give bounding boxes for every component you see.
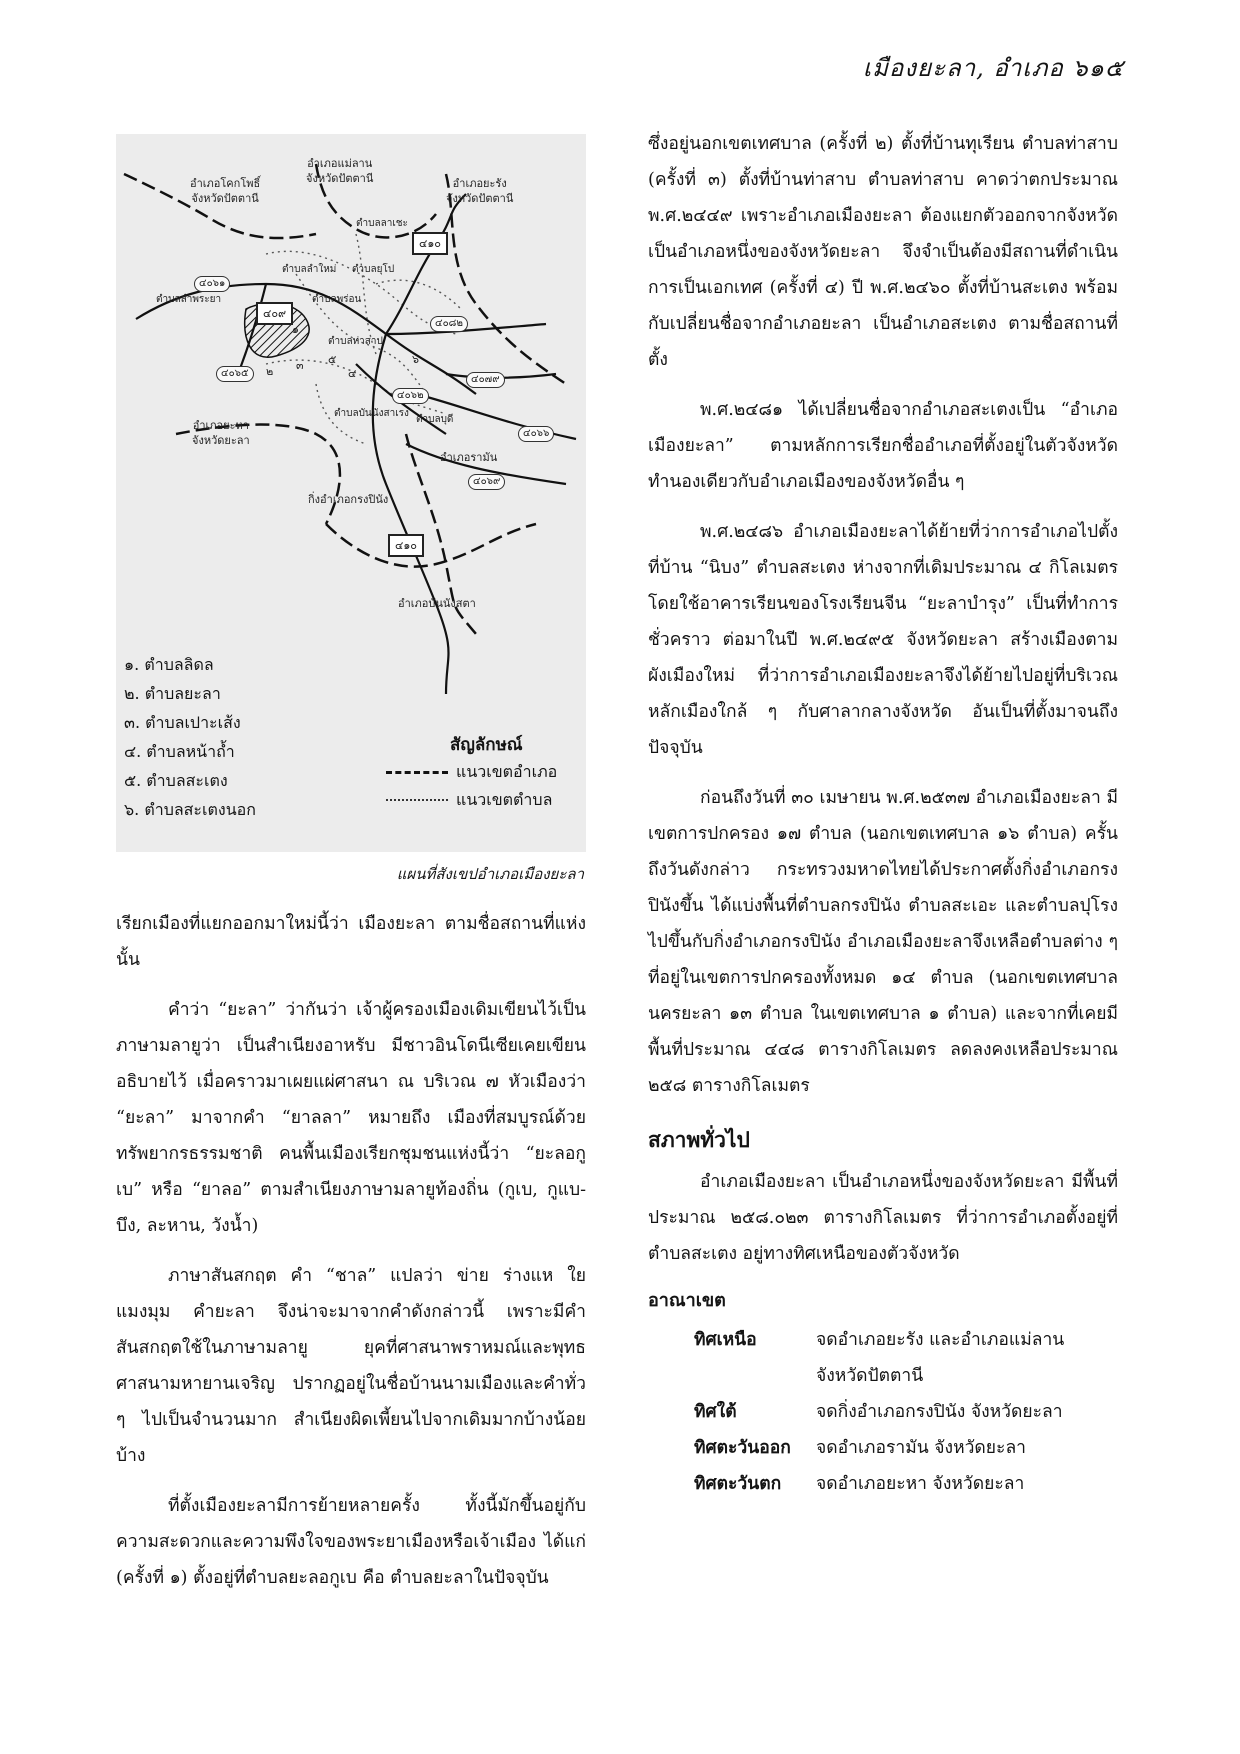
boundaries-table bbox=[694, 1322, 1118, 1502]
body-paragraph: ภาษาสันสกฤต คำ “ชาล” แปลว่า ข่าย ร่างแห ใยแมงมุม คำยะลา จึงน่าจะมาจากคำดังกล่าวนี้ เพราะมีคำสันสกฤตใช้ในภาษามลายู ยุคที่ศาสนาพราหมณ์และพุทธศาสนามหายานเจริญ ปรากฏอยู่ในชื่อบ้านนามเมืองและคำทั่ว ๆ ไปเป็นจำนวนมาก สำเนียงผิดเพี้ยนไปจากเดิมมากบ้างน้อยบ้าง bbox=[116, 1266, 586, 1466]
map-zone-4: ๔ bbox=[348, 367, 357, 380]
road-tag-4069: ๔๐๖๙ bbox=[468, 474, 505, 490]
dashed-line-icon bbox=[386, 771, 448, 774]
map-label-tambon-bannang-sareng: ตำบลบันนังสาเรง bbox=[334, 408, 409, 419]
dotted-line-icon bbox=[386, 799, 448, 801]
symbol-key-title: สัญลักษณ์ bbox=[450, 735, 523, 755]
symbol-row-district bbox=[386, 758, 576, 786]
map-label-tambon-tha-sap: ตำบลท่าสาป bbox=[328, 336, 383, 347]
legend-item: ๕. ตำบลสะเตง bbox=[124, 771, 228, 790]
road-tag-410-bottom: ๔๑๐ bbox=[388, 534, 424, 557]
body-paragraph: ซึ่งอยู่นอกเขตเทศบาล (ครั้งที่ ๒) ตั้งที่บ้านทุเรียน ตำบลท่าสาบ (ครั้งที่ ๓) ตั้งที่บ้านท่าสาบ ตำบลท่าสาบ คาดว่าตกประมาณ พ.ศ.๒๔๔๙ เพราะอำเภอเมืองยะลา ต้องแยกตัวออกจากจังหวัด เป็นอำเภอหนึ่งของจังหวัดยะลา จึงจำเป็นต้องมีสถานที่ดำเนินการเป็นเอกเทศ (ครั้งที่ ๔) ปี พ.ศ.๒๔๖๐ ตั้งที่บ้านสะเตง พร้อมกับเปลี่ยนชื่อจากอำเภอยะลา เป็นอำเภอสะเตง ตามชื่อสถานที่ตั้ง bbox=[648, 134, 1118, 370]
map-label-tambon-yupo: ตำบลยุโป bbox=[352, 264, 395, 275]
road-tag-4079: ๔๐๗๙ bbox=[466, 372, 505, 388]
map-label-tambon-lam-mai: ตำบลลำใหม่ bbox=[282, 264, 337, 275]
symbol-label-district: แนวเขตอำเภอ bbox=[456, 762, 558, 781]
boundary-text: จดอำเภอรามัน จังหวัดยะลา bbox=[816, 1438, 1026, 1458]
legend-item: ๖. ตำบลสะเตงนอก bbox=[124, 800, 256, 819]
map-legend-tambon-list bbox=[124, 650, 256, 824]
section-heading: สภาพทั่วไป bbox=[648, 1127, 750, 1152]
map-label-district-bannang-sata: อำเภอบันนังสตา bbox=[398, 597, 476, 610]
map-label-district-yaha: อำเภอยะหา จังหวัดยะลา bbox=[192, 419, 250, 447]
body-paragraph: คำว่า “ยะลา” ว่ากันว่า เจ้าผู้ครองเมืองเดิมเขียนไว้เป็นภาษามลายูว่า เป็นสำเนียงอาหรับ มีชาวอินโดนีเซียเคยเขียนอธิบายไว้ เมื่อคราวมาเผยแผ่ศาสนา ณ บริเวณ ๗ หัวเมืองว่า “ยะลา” มาจากคำ “ยาลลา” หมายถึง เมืองที่สมบูรณ์ด้วยทรัพยากรธรรมชาติ คนพื้นเมืองเรียกชุมชนแห่งนี้ว่า “ยะลอกูเบ” หรือ “ยาลอ” ตามสำเนียงภาษามลายูท้องถิ่น (กูเบ, กูแบ-บึง, ละหาน, วังน้ำ) bbox=[116, 1000, 586, 1236]
map-label-district-khok-pho: อำเภอโคกโพธิ์ จังหวัดปัตตานี bbox=[190, 177, 261, 205]
body-paragraph: เรียกเมืองที่แยกออกมาใหม่นี้ว่า เมืองยะลา ตามชื่อสถานที่แห่งนั้น bbox=[116, 914, 586, 970]
body-paragraph: ก่อนถึงวันที่ ๓๐ เมษายน พ.ศ.๒๕๓๗ อำเภอเมืองยะลา มีเขตการปกครอง ๑๗ ตำบล (นอกเขตเทศบาล ๑๖ ตำบล) ครั้นถึงวันดังกล่าว กระทรวงมหาดไทยได้ประกาศตั้งกิ่งอำเภอกรงปินังขึ้น ได้แบ่งพื้นที่ตำบลกรงปินัง ตำบลสะเอะ และตำบลปุโรง ไปขึ้นกับกิ่งอำเภอกรงปินัง อำเภอเมืองยะลาจึงเหลือตำบลต่าง ๆ ที่อยู่ในเขตการปกครองทั้งหมด ๑๔ ตำบล (นอกเขตเทศบาลนครยะลา ๑๓ ตำบล ในเขตเทศบาล ๑ ตำบล) และจากที่เคยมีพื้นที่ประมาณ ๔๔๘ ตารางกิโลเมตร ลดลงคงเหลือประมาณ ๒๕๘ ตารางกิโลเมตร bbox=[648, 788, 1118, 1096]
road-tag-409: ๔๐๙ bbox=[256, 302, 293, 325]
body-paragraph: ที่ตั้งเมืองยะลามีการย้ายหลายครั้ง ทั้งนี้มักขึ้นอยู่กับความสะดวกและความพึงใจของพระยาเมืองหรือเจ้าเมือง ได้แก่ (ครั้งที่ ๑) ตั้งอยู่ที่ตำบลยะลอกูเบ คือ ตำบลยะลาในปัจจุบัน bbox=[116, 1496, 586, 1588]
map-label-district-mae-lan: อำเภอแม่ลาน จังหวัดปัตตานี bbox=[306, 157, 374, 185]
figure-caption: แผนที่สังเขปอำเภอเมืองยะลา bbox=[396, 865, 584, 883]
boundary-direction: ทิศใต้ bbox=[694, 1402, 737, 1422]
symbol-label-tambon: แนวเขตตำบล bbox=[456, 790, 553, 809]
boundary-row bbox=[694, 1322, 1118, 1394]
legend-item: ๒. ตำบลยะลา bbox=[124, 684, 221, 703]
body-paragraph: อำเภอเมืองยะลา เป็นอำเภอหนึ่งของจังหวัดยะลา มีพื้นที่ประมาณ ๒๕๘.๐๒๓ ตารางกิโลเมตร ที่ว่าการอำเภอตั้งอยู่ที่ตำบลสะเตง อยู่ทางทิศเหนือของตัวจังหวัด bbox=[648, 1172, 1118, 1264]
road-tag-4065: ๔๐๖๕ bbox=[216, 366, 254, 382]
legend-item: ๑. ตำบลลิดล bbox=[124, 655, 214, 674]
map-zone-6: ๖ bbox=[412, 353, 419, 366]
boundary-row bbox=[694, 1394, 1118, 1430]
map-symbol-key bbox=[386, 732, 576, 814]
boundary-text: จดอำเภอยะหา จังหวัดยะลา bbox=[816, 1474, 1025, 1494]
road-tag-4062: ๔๐๖๒ bbox=[392, 388, 429, 404]
boundary-direction: ทิศตะวันออก bbox=[694, 1438, 791, 1458]
map-label-tambon-lam-phraya: ตำบลลำพระยา bbox=[156, 294, 222, 305]
tambon-boundary-f bbox=[376, 280, 461, 309]
road-north bbox=[386, 194, 466, 334]
map-label-district-raman: อำเภอรามัน bbox=[440, 451, 498, 464]
map-label-tambon-budi: ตำบลบุดี bbox=[416, 414, 454, 425]
map-zone-1: ๑ bbox=[292, 323, 299, 336]
map-zone-2: ๒ bbox=[266, 365, 274, 378]
symbol-row-tambon bbox=[386, 786, 576, 814]
boundary-row bbox=[694, 1466, 1118, 1502]
map-figure bbox=[116, 134, 586, 852]
map-zone-3: ๓ bbox=[296, 359, 304, 372]
boundary-text: จดอำเภอยะรัง และอำเภอแม่ลาน จังหวัดปัตตานี bbox=[816, 1330, 1065, 1386]
subsection-heading: อาณาเขต bbox=[648, 1290, 726, 1311]
boundary-row bbox=[694, 1430, 1118, 1466]
right-column bbox=[648, 126, 1118, 1502]
left-column bbox=[116, 134, 586, 1596]
boundary-text: จดกิ่งอำเภอกรงปินัง จังหวัดยะลา bbox=[816, 1402, 1063, 1422]
road-tag-4066: ๔๐๖๖ bbox=[518, 426, 554, 442]
boundary-direction: ทิศเหนือ bbox=[694, 1330, 757, 1350]
body-paragraph: พ.ศ.๒๔๘๑ ได้เปลี่ยนชื่อจากอำเภอสะเตงเป็น “อำเภอเมืองยะลา” ตามหลักการเรียกชื่ออำเภอที่ตั้งอยู่ในตัวจังหวัดทำนองเดียวกับอำเภอเมืองของจังหวัดอื่น ๆ bbox=[648, 400, 1118, 492]
boundary-direction: ทิศตะวันตก bbox=[694, 1474, 782, 1494]
map-label-tambon-phrong: ตำบลพร่อน bbox=[312, 294, 362, 305]
map-label-district-krong-pinang: กิ่งอำเภอกรงปินัง bbox=[308, 493, 389, 506]
body-paragraph: พ.ศ.๒๔๘๖ อำเภอเมืองยะลาได้ย้ายที่ว่าการอำเภอไปตั้งที่บ้าน “นิบง” ตำบลสะเตง ห่างจากที่เดิมประมาณ ๔ กิโลเมตร โดยใช้อาคารเรียนของโรงเรียนจีน “ยะลาบำรุง” เป็นที่ทำการชั่วคราว ต่อมาในปี พ.ศ.๒๔๙๕ จังหวัดยะลา สร้างเมืองตามผังเมืองใหม่ ที่ว่าการอำเภอเมืองยะลาจึงได้ย้ายไปอยู่ที่บริเวณหลักเมืองใกล้ ๆ กับศาลากลางจังหวัด อันเป็นที่ตั้งมาจนถึงปัจจุบัน bbox=[648, 522, 1118, 758]
running-header: เมืองยะลา, อำเภอ ๖๑๕ bbox=[862, 54, 1124, 82]
road-tag-4061: ๔๐๖๑ bbox=[194, 276, 230, 292]
map-label-tambon-lam-che: ตำบลลาเชะ bbox=[356, 218, 408, 229]
legend-item: ๔. ตำบลหน้าถ้ำ bbox=[124, 742, 235, 761]
district-boundary-south bbox=[326, 524, 536, 567]
road-tag-4082: ๔๐๘๒ bbox=[430, 316, 468, 332]
map-zone-5: ๕ bbox=[328, 353, 337, 366]
legend-item: ๓. ตำบลเปาะเส้ง bbox=[124, 713, 241, 732]
road-tag-410-top: ๔๑๐ bbox=[412, 232, 448, 255]
map-label-district-yarang: อำเภอยะรัง จังหวัดปัตตานี bbox=[446, 177, 514, 205]
